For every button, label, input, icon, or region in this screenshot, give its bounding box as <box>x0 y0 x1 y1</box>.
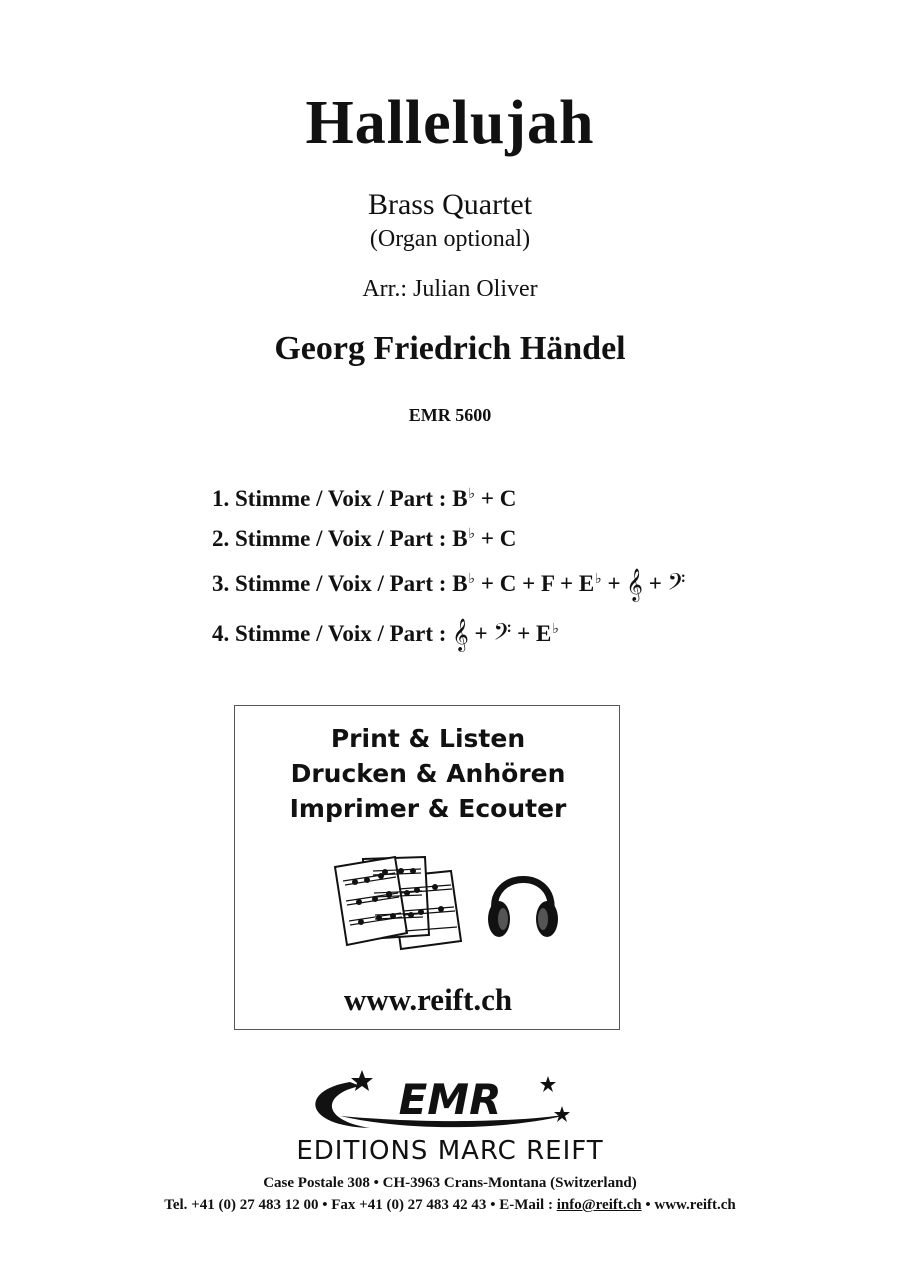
subtitle: Brass Quartet <box>367 188 533 221</box>
website-link[interactable]: www.reift.ch <box>654 1197 736 1213</box>
part-number: 3. <box>212 571 230 596</box>
publisher-contact: Tel. +41 (0) 27 483 12 00 • Fax +41 (0) 27 483 42 43 • E-Mail : info@reift.ch • www.reift.ch <box>164 1197 736 1213</box>
part-label: Stimme / Voix / Part : <box>235 486 447 511</box>
emr-logo <box>300 1068 580 1132</box>
arranger: Arr.: Julian Oliver <box>362 276 538 302</box>
publisher-address: Case Postale 308 • CH-3963 Crans-Montana (Switzerland) <box>263 1175 637 1191</box>
part-label: Stimme / Voix / Part : <box>235 621 447 646</box>
part-number: 1. <box>212 486 230 511</box>
promo-website: www.reift.ch <box>343 982 513 1017</box>
part-label: Stimme / Voix / Part : <box>235 571 447 596</box>
emr-logo-text: EMR <box>398 1075 502 1124</box>
part-instruments: B♭ + C + F + E♭ + 𝄞 + 𝄢 <box>452 568 686 601</box>
part-instruments: B♭ + C <box>452 486 517 511</box>
email-link[interactable]: info@reift.ch <box>556 1197 642 1213</box>
part-row <box>212 519 516 551</box>
promo-line: Imprimer & Ecouter <box>289 794 567 823</box>
subtitle-note: (Organ optional) <box>369 226 531 252</box>
part-number: 2. <box>212 526 230 551</box>
sheet-music-icon <box>333 849 468 954</box>
part-row <box>212 564 686 601</box>
part-row <box>212 479 516 511</box>
bass-clef-icon: 𝄢 <box>667 568 686 601</box>
publisher-name: EDITIONS MARC REIFT <box>296 1136 604 1166</box>
title: Hallelujah <box>305 89 595 157</box>
catalog-number: EMR 5600 <box>408 405 492 425</box>
treble-clef-icon: 𝄞 <box>626 568 643 601</box>
part-label: Stimme / Voix / Part : <box>235 526 447 551</box>
promo-line: Drucken & Anhören <box>290 759 566 788</box>
composer: Georg Friedrich Händel <box>274 330 626 367</box>
print-listen-box <box>234 705 620 1030</box>
fax: Fax +41 (0) 27 483 42 43 <box>331 1197 487 1213</box>
part-row <box>212 614 559 651</box>
promo-line: Print & Listen <box>330 724 526 753</box>
part-instruments: B♭ + C <box>452 526 517 551</box>
treble-clef-icon: 𝄞 <box>452 618 469 651</box>
part-instruments: 𝄞 + 𝄢 + E♭ <box>452 618 559 651</box>
bass-clef-icon: 𝄢 <box>493 618 512 651</box>
part-number: 4. <box>212 621 230 646</box>
headphones-icon <box>485 861 560 946</box>
email-label: E-Mail : <box>499 1197 553 1213</box>
phone: Tel. +41 (0) 27 483 12 00 <box>164 1197 319 1213</box>
